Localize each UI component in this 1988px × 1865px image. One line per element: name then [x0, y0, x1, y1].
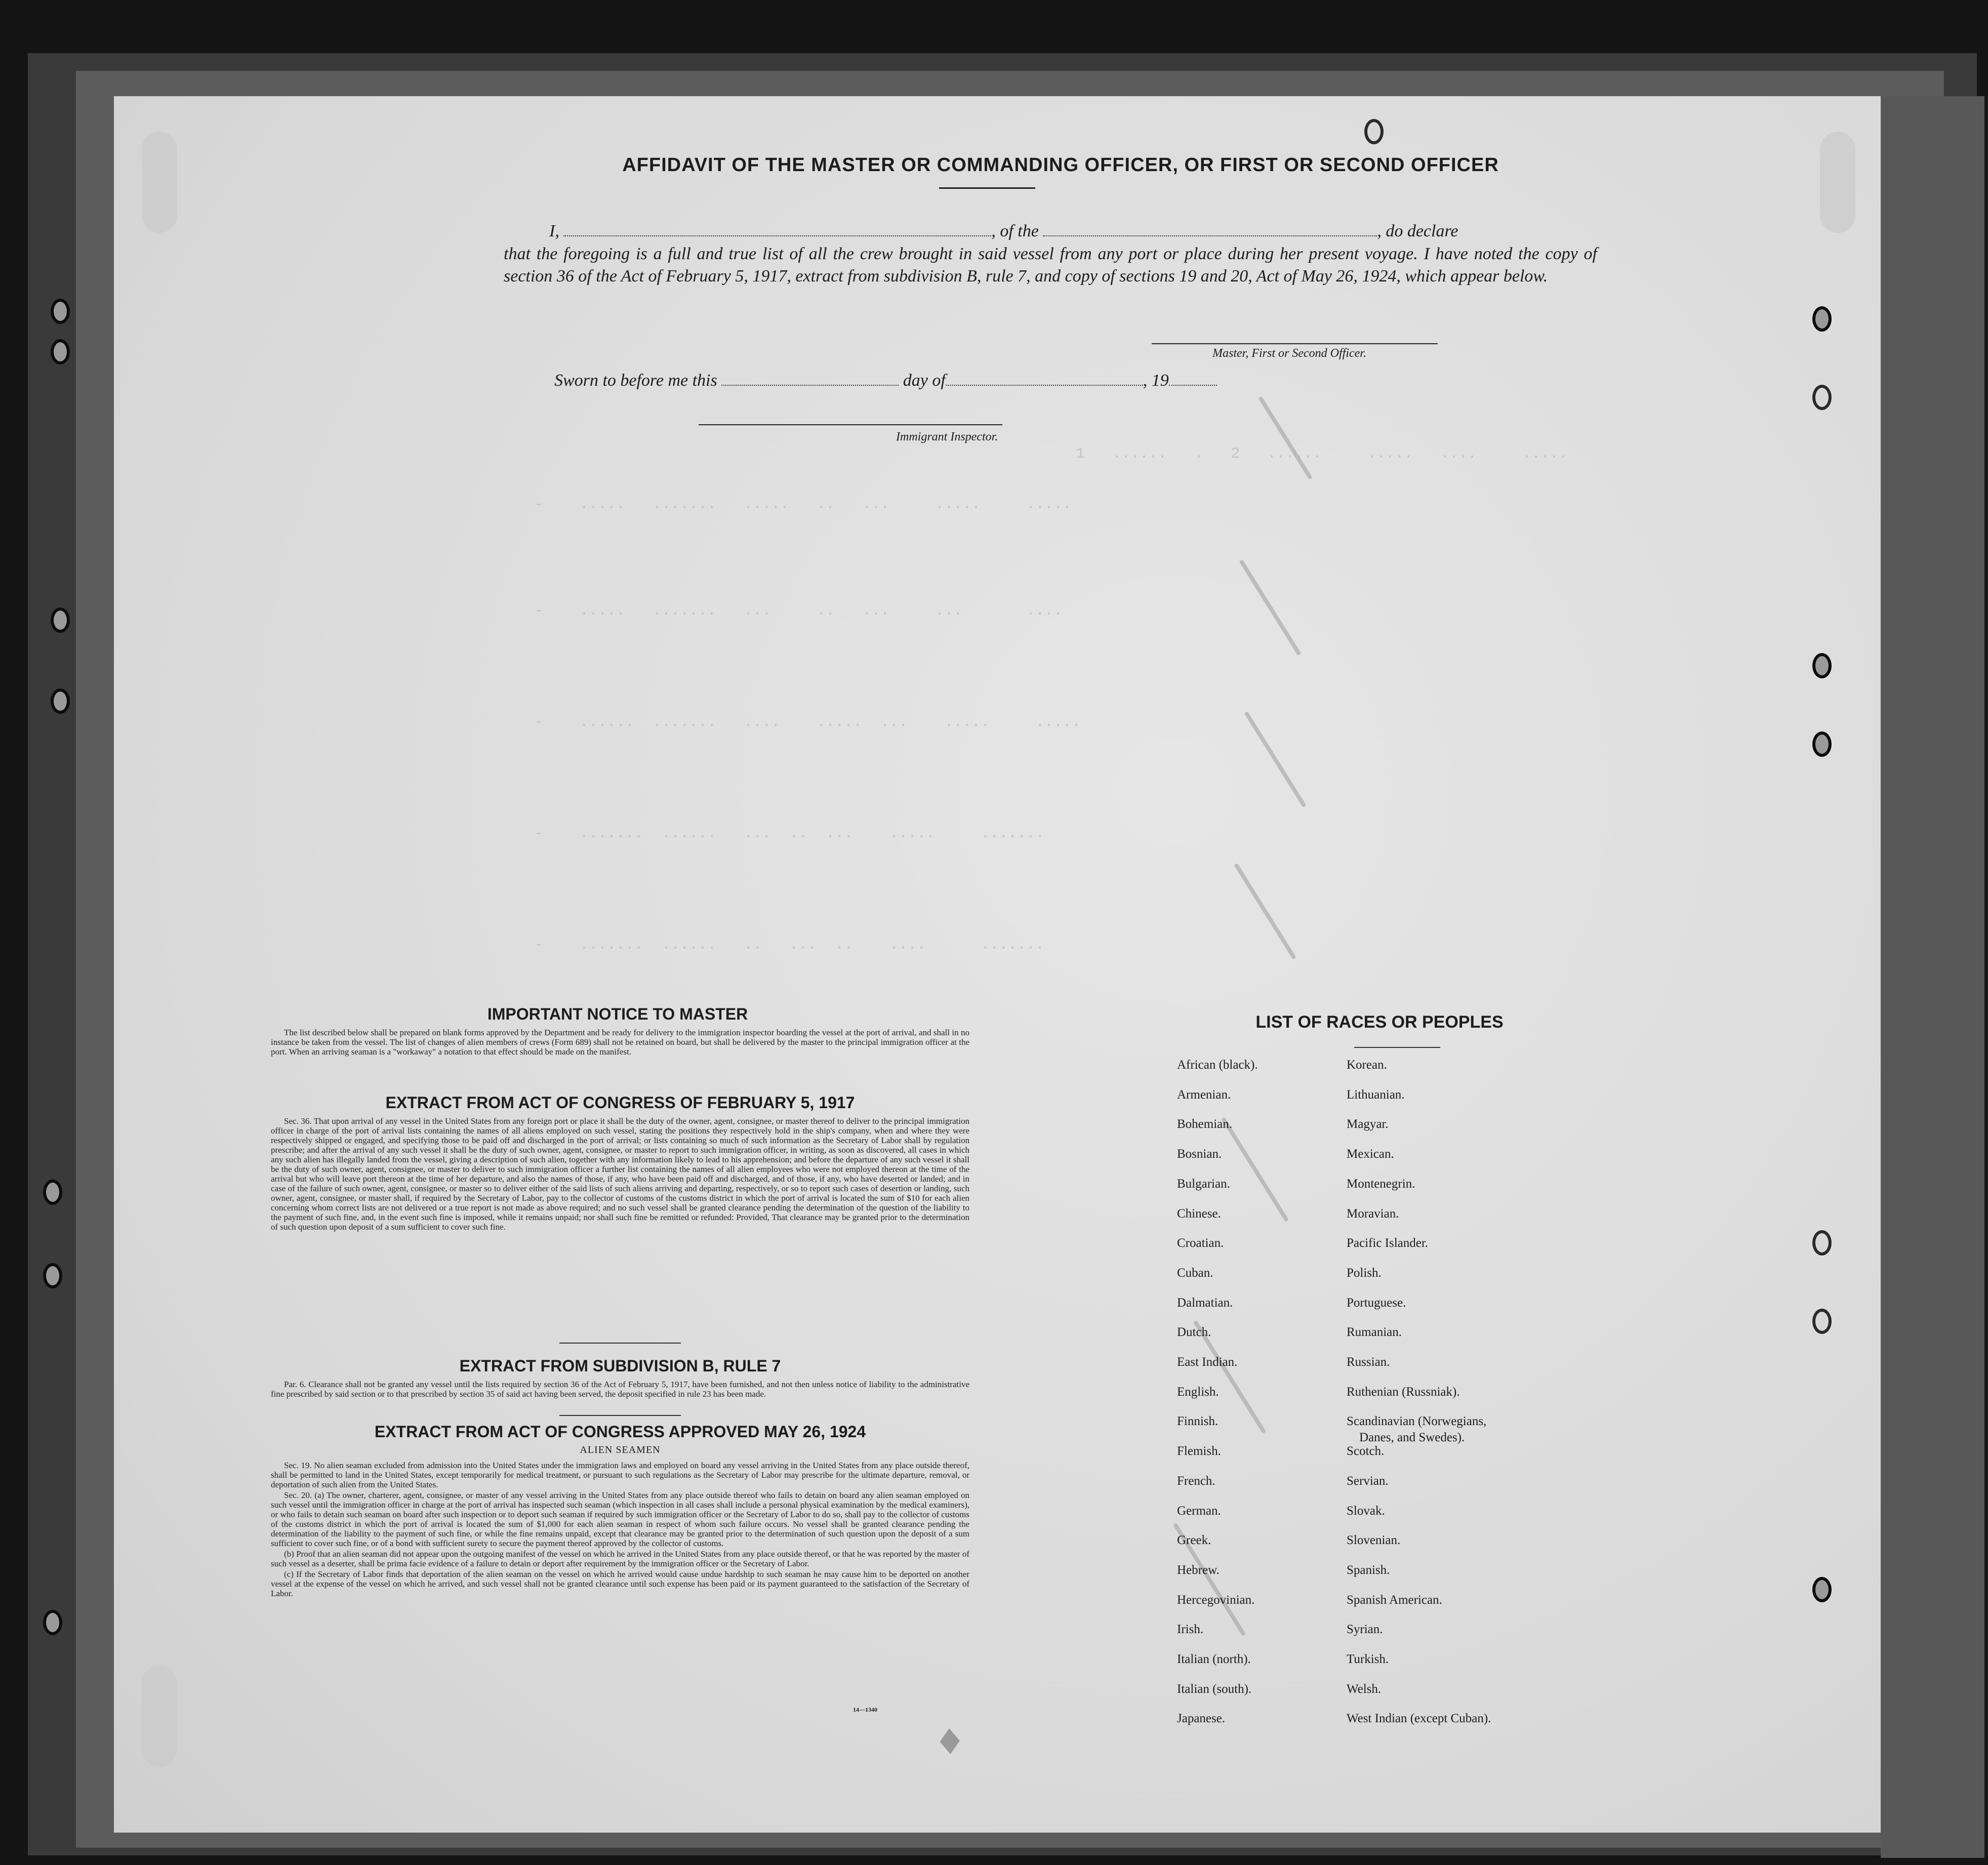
race-item: Finnish.	[1177, 1414, 1219, 1429]
affidavit-first-line	[549, 220, 1597, 242]
binder-hole-icon	[43, 1180, 62, 1205]
bleed-through: - ..... ....... ..... .. ... ..... .....	[534, 496, 1072, 513]
race-item: Croatian.	[1177, 1236, 1224, 1250]
race-item: Danes, and Swedes).	[1359, 1431, 1465, 1444]
pen-mark	[1244, 711, 1306, 808]
extract-1924-title: EXTRACT FROM ACT OF CONGRESS APPROVED MAY 26, 1924	[374, 1423, 866, 1441]
sworn-prefix: Sworn to before me this	[554, 371, 717, 390]
binder-hole-icon	[1364, 119, 1384, 144]
race-item: Scotch.	[1347, 1444, 1385, 1458]
race-item: East Indian.	[1177, 1355, 1238, 1369]
race-item: Bulgarian.	[1177, 1177, 1230, 1191]
binder-hole-icon	[43, 1610, 62, 1635]
binder-hole-icon	[1812, 1309, 1832, 1334]
section-20b-paragraph: (b) Proof that an alien seaman did not appear upon the outgoing manifest of the vessel on which he arrived in the United States from any place outside thereof, or that he was reported by the master of such vessel as a deserter, shall be prima facie evidence of a failure to detain or deport after requirement by the immigration officer or the Secretary of Labor.	[271, 1549, 969, 1568]
binder-hole-icon	[1812, 653, 1832, 678]
notice-text	[271, 1028, 969, 1058]
master-signature-line[interactable]	[1152, 343, 1438, 344]
race-item: Turkish.	[1347, 1652, 1389, 1666]
race-item: Scandinavian (Norwegians,	[1347, 1414, 1487, 1429]
race-item: Pacific Islander.	[1347, 1236, 1429, 1250]
affidavit-declare: , do declare	[1377, 222, 1458, 240]
race-item: Irish.	[1177, 1623, 1204, 1637]
race-item: Italian (north).	[1177, 1652, 1251, 1666]
sworn-month-blank[interactable]	[946, 371, 1143, 386]
rule-7-paragraph: Par. 6. Clearance shall not be granted any vessel until the lists required by section 36 of the Act of February 5, 1917, have been furnished, and not then unless notice of liability to the administrative fine prescribed by said section or to that prescribed by section 35 of said act having been served, the deposit specified in rule 23 has been made.	[271, 1380, 969, 1399]
section-divider	[559, 1415, 681, 1416]
race-item: West Indian (except Cuban).	[1347, 1712, 1491, 1726]
rule-7-title: EXTRACT FROM SUBDIVISION B, RULE 7	[459, 1357, 781, 1375]
alien-seamen-subtitle: ALIEN SEAMEN	[580, 1444, 661, 1455]
binder-hole-icon	[43, 1263, 62, 1288]
sworn-line	[554, 370, 1263, 392]
race-item: Polish.	[1347, 1266, 1382, 1280]
race-item: Ruthenian (Russniak).	[1347, 1385, 1460, 1399]
bleed-through: - ...... ....... .... ..... ... ..... .....	[534, 714, 1081, 731]
race-item: Dutch.	[1177, 1325, 1211, 1340]
sworn-year-blank[interactable]	[1169, 371, 1217, 386]
inspector-label: Immigrant Inspector.	[896, 430, 998, 443]
race-item: Welsh.	[1347, 1682, 1382, 1696]
race-item: Hercegovinian.	[1177, 1593, 1255, 1607]
races-title: LIST OF RACES OR PEOPLES	[1255, 1012, 1504, 1032]
race-item: English.	[1177, 1385, 1219, 1399]
binder-hole-icon	[1812, 1230, 1832, 1255]
race-item: Chinese.	[1177, 1206, 1221, 1221]
extract-1917-text	[271, 1116, 969, 1233]
race-item: Slovak.	[1347, 1504, 1385, 1518]
ghost-tab	[142, 132, 177, 233]
pen-mark	[1221, 1117, 1289, 1222]
race-item: Russian.	[1347, 1355, 1390, 1369]
title-rule	[939, 187, 1035, 189]
handwritten-mark: ♦	[932, 1720, 967, 1764]
binder-hole-icon	[51, 607, 70, 633]
binder-hole-icon	[1812, 306, 1832, 332]
race-item: Lithuanian.	[1347, 1087, 1405, 1102]
sworn-day-of: day of	[903, 371, 946, 390]
affidavit-of-the: , of the	[991, 222, 1039, 240]
race-item: Moravian.	[1347, 1206, 1399, 1221]
race-item: Korean.	[1347, 1058, 1387, 1072]
ghost-tab	[1820, 132, 1855, 233]
race-item: Bohemian.	[1177, 1117, 1233, 1131]
binder-hole-icon	[51, 299, 70, 324]
inspector-signature-line[interactable]	[699, 424, 1002, 425]
race-item: Italian (south).	[1177, 1682, 1252, 1696]
affidavit-i: I,	[549, 222, 559, 240]
binder-hole-icon	[1812, 732, 1832, 757]
sworn-day-blank[interactable]	[721, 371, 899, 386]
notice-title: IMPORTANT NOTICE TO MASTER	[487, 1005, 748, 1023]
binder-hole-icon	[1812, 385, 1832, 410]
vessel-blank[interactable]	[1043, 221, 1377, 236]
affidavit-page	[114, 96, 1881, 1833]
affidavit-title: AFFIDAVIT OF THE MASTER OR COMMANDING OFFICER, OR FIRST OR SECOND OFFICER	[622, 154, 1499, 176]
binder-hole-icon	[51, 339, 70, 364]
race-item: Japanese.	[1177, 1712, 1226, 1726]
extract-1917-title: EXTRACT FROM ACT OF CONGRESS OF FEBRUARY 5, 1917	[385, 1093, 855, 1112]
race-item: Spanish American.	[1347, 1593, 1442, 1607]
affidavit-body: that the foregoing is a full and true list of all the crew brought in said vessel from any port or place during her present voyage. I have noted the copy of section 36 of the Act of February 5, 1917, extract from subdivision B, rule 7, and copy of sections 19 and 20, Act of May 26, 1924, which appear below.	[504, 245, 1597, 286]
race-item: Slovenian.	[1347, 1533, 1401, 1548]
race-item: Mexican.	[1347, 1147, 1394, 1161]
section-20a-paragraph: Sec. 20. (a) The owner, charterer, agent, consignee, or master of any vessel arriving in the United States from any place outside thereof who fails to detain on board any alien seaman employed on such vessel until the immigration officer in charge at the port of arrival has inspected such seaman (which inspection in all cases shall include a personal physical examination by the medical examiners), or who fails to detain such seaman on board after such inspection or to deport such seaman if required by such immigration officer or the Secretary of Labor to do so, shall pay to the collector of customs of the customs district in which the port of arrival is located the sum of $1,000 for each alien seaman in respect of whom such failure occurs. No vessel shall be granted clearance pending the determination of the liability to the payment of such fine, or while the fine remains unpaid, except that clearance may be granted prior to the determination of such question upon the deposit of a sum sufficient to cover such fine, or of a bond with sufficient surety to secure the payment thereof approved by the collector of customs.	[271, 1490, 969, 1548]
binder-hole-icon	[51, 688, 70, 714]
race-item: German.	[1177, 1504, 1221, 1518]
name-blank[interactable]	[563, 221, 991, 236]
ghost-tab	[142, 1666, 177, 1767]
section-divider	[559, 1343, 681, 1344]
race-item: Armenian.	[1177, 1087, 1231, 1102]
pen-mark	[1234, 863, 1296, 960]
race-item: Bosnian.	[1177, 1147, 1222, 1161]
race-item: Portuguese.	[1347, 1295, 1406, 1310]
race-item: Magyar.	[1347, 1117, 1389, 1131]
race-item: Syrian.	[1347, 1623, 1383, 1637]
section-20c-paragraph: (c) If the Secretary of Labor finds that deportation of the alien seaman on the vessel on which he arrived would cause undue hardship to such seaman he may cause him to be deported on another vessel at the expense of the vessel on which he arrived, and such vessel shall not be granted clearance until such expense has been paid or its payment guaranteed to the satisfaction of the Secretary of Labor.	[271, 1569, 969, 1598]
notice-paragraph: The list described below shall be prepared on blank forms approved by the Department and be ready for delivery to the immigration inspector boarding the vessel at the port of arrival, and shall in no instance be taken from the vessel. The list of changes of alien members of crews (Form 689) shall not be retained on board, but shall be delivered by the master to the principal immigration officer at the port. When an arriving seaman is a "workaway" a notation to that effect should be made on the manifest.	[271, 1028, 969, 1057]
race-item: Dalmatian.	[1177, 1295, 1233, 1310]
master-label: Master, First or Second Officer.	[1212, 347, 1366, 360]
race-item: French.	[1177, 1474, 1215, 1488]
race-item: Cuban.	[1177, 1266, 1213, 1280]
form-number: 14—1340	[853, 1706, 877, 1713]
rule-7-text	[271, 1380, 969, 1400]
bleed-through: - ..... ....... ... .. ... ... ....	[534, 602, 1063, 620]
pen-mark	[1258, 396, 1312, 479]
race-item: Servian.	[1347, 1474, 1389, 1488]
pen-mark	[1239, 559, 1301, 656]
extract-1924-text	[271, 1461, 969, 1599]
section-36-paragraph: Sec. 36. That upon arrival of any vessel in the United States from any foreign port or place it shall be the duty of the owner, agent, consignee, or master thereof to deliver to the principal immigration officer in charge of the port of arrival lists containing the names of all aliens employed on such vessel, stating the positions they respectively hold in the ship's company, when and where they were respectively shipped or engaged, and specifying those to be paid off and discharged in the port of arrival; or lists containing so much of such information as the Secretary of Labor shall by regulation prescribe; and after the arrival of any such vessel it shall be the duty of such owner, agent, consignee, or master to report to such immigration officer, in writing, as soon as discovered, all cases in which any such alien has illegally landed from the vessel, giving a description of such alien, together with any information likely to lead to his apprehension; and before the departure of any such vessel it shall be the duty of such owner, agent, consignee, or master to deliver to such immigration officer a further list containing the names of all alien employees who were not employed thereon at the time of the arrival but who will leave port thereon at the time of her departure, and also the names of those, if any, who have been paid off and discharged, and of those, if any, who have deserted or landed; and in case of the failure of such owner, agent, consignee, or master so to deliver either of the said lists of such aliens arriving and departing, respectively, or so to report such cases of desertion or landing, such owner, agent, consignee, or master shall, if required by the Secretary of Labor, pay to the collector of customs of the customs district in which the port of arrival is located the sum of $10 for each alien concerning whom correct lists are not delivered or a true report is not made as above required; and no such vessel shall be granted clearance pending the determination of the question of the liability to the payment of such fine, and, in the event such fine is imposed, while it remains unpaid; nor shall such fine be remitted or refunded: Provided, That clearance may be granted prior to the determination of such question upon deposit of a sum sufficient to cover such fine.	[271, 1116, 969, 1232]
bleed-through: 1 ...... . 2 ...... ..... .... .....	[1076, 445, 1568, 463]
bleed-through: - ....... ...... ... .. ... ..... .......	[534, 825, 1045, 842]
race-item: Hebrew.	[1177, 1563, 1220, 1577]
race-item: Flemish.	[1177, 1444, 1221, 1458]
race-item: Montenegrin.	[1347, 1177, 1415, 1191]
races-title-rule	[1354, 1047, 1440, 1048]
race-item: African (black).	[1177, 1058, 1258, 1072]
adjacent-page-edge	[1881, 96, 1984, 1858]
sworn-year: , 19	[1143, 371, 1169, 390]
race-item: Spanish.	[1347, 1563, 1390, 1577]
bleed-through: - ....... ...... .. ... .. .... .......	[534, 937, 1045, 954]
binder-hole-icon	[1812, 1577, 1832, 1602]
race-item: Greek.	[1177, 1533, 1211, 1548]
race-item: Rumanian.	[1347, 1325, 1402, 1340]
section-19-paragraph: Sec. 19. No alien seaman excluded from admission into the United States under the immigration laws and employed on board any vessel arriving in the United States from any place outside thereof, shall be permitted to land in the United States, except temporarily for medical treatment, or pursuant to such regulations as the Secretary of Labor may prescribe for the ultimate departure, removal, or deportation of such alien from the United States.	[271, 1461, 969, 1489]
